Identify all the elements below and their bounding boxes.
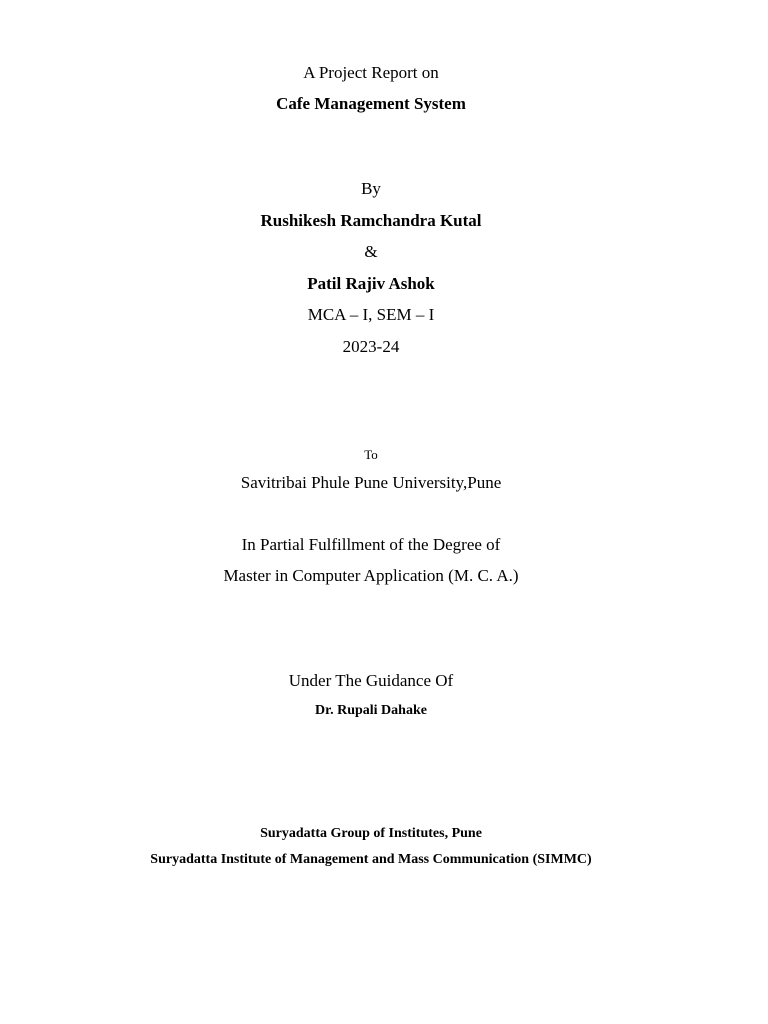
author-1: Rushikesh Ramchandra Kutal bbox=[260, 211, 482, 230]
university-name: Savitribai Phule Pune University,Pune bbox=[240, 473, 502, 492]
to-label: To bbox=[364, 447, 378, 462]
academic-year: 2023-24 bbox=[342, 337, 400, 356]
guide-name: Dr. Rupali Dahake bbox=[315, 703, 427, 718]
degree-name: Master in Computer Application (M. C. A.) bbox=[223, 566, 519, 585]
by-label: By bbox=[361, 179, 381, 198]
course-semester: MCA – I, SEM – I bbox=[307, 305, 435, 324]
guidance-label: Under The Guidance Of bbox=[288, 671, 454, 690]
author-2: Patil Rajiv Ashok bbox=[307, 274, 435, 293]
fulfillment-text: In Partial Fulfillment of the Degree of bbox=[241, 535, 501, 554]
project-title: Cafe Management System bbox=[276, 94, 466, 113]
report-intro: A Project Report on bbox=[303, 63, 439, 82]
institute-group: Suryadatta Group of Institutes, Pune bbox=[260, 826, 482, 841]
institute-name: Suryadatta Institute of Management and Mass Communication (SIMMC) bbox=[150, 852, 592, 867]
ampersand: & bbox=[364, 242, 378, 261]
